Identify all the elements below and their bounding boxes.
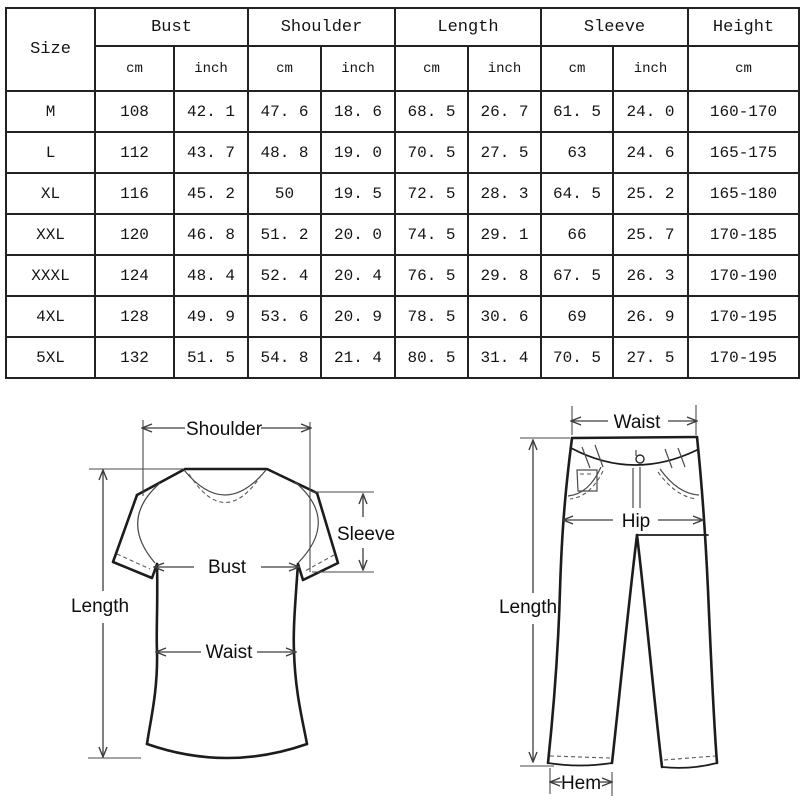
value-cell: 45. 2 <box>174 173 248 214</box>
unit-cell: cm <box>248 46 321 91</box>
tshirt-diagram <box>71 419 395 758</box>
value-cell: 170-185 <box>688 214 799 255</box>
value-cell: 42. 1 <box>174 91 248 132</box>
unit-cell: cm <box>688 46 799 91</box>
value-cell: 20. 9 <box>321 296 395 337</box>
value-cell: 74. 5 <box>395 214 468 255</box>
value-cell: 70. 5 <box>395 132 468 173</box>
value-cell: 20. 0 <box>321 214 395 255</box>
unit-cell: cm <box>395 46 468 91</box>
value-cell: 70. 5 <box>541 337 613 378</box>
value-cell: 76. 5 <box>395 255 468 296</box>
table-row <box>6 255 799 296</box>
header-cell-shoulder: Shoulder <box>248 8 395 46</box>
pants-outline <box>572 437 697 438</box>
value-cell: 120 <box>95 214 174 255</box>
value-cell: 52. 4 <box>248 255 321 296</box>
tshirt-measure-group <box>88 420 374 758</box>
unit-cell: cm <box>541 46 613 91</box>
value-cell: 29. 1 <box>468 214 541 255</box>
size-cell: XL <box>6 173 95 214</box>
shirt-length-label: Length <box>70 596 130 617</box>
value-cell: 67. 5 <box>541 255 613 296</box>
shirt-sleeve-label: Sleeve <box>336 524 396 545</box>
value-cell: 26. 7 <box>468 91 541 132</box>
header-cell-length: Length <box>395 8 541 46</box>
value-cell: 132 <box>95 337 174 378</box>
value-cell: 108 <box>95 91 174 132</box>
header-cell-bust: Bust <box>95 8 248 46</box>
value-cell: 24. 6 <box>613 132 688 173</box>
unit-cell: inch <box>174 46 248 91</box>
value-cell: 43. 7 <box>174 132 248 173</box>
table-row <box>6 173 799 214</box>
tshirt-armhole-right <box>295 482 318 563</box>
value-cell: 51. 2 <box>248 214 321 255</box>
value-cell: 63 <box>541 132 613 173</box>
value-cell: 116 <box>95 173 174 214</box>
value-cell: 170-195 <box>688 337 799 378</box>
size-cell: M <box>6 91 95 132</box>
pants-waist-label: Waist <box>613 412 661 433</box>
value-cell: 124 <box>95 255 174 296</box>
value-cell: 20. 4 <box>321 255 395 296</box>
value-cell: 28. 3 <box>468 173 541 214</box>
shirt-waist-label: Waist <box>205 642 253 663</box>
pants-pocket-left <box>568 467 601 496</box>
value-cell: 27. 5 <box>468 132 541 173</box>
value-cell: 72. 5 <box>395 173 468 214</box>
size-cell: 4XL <box>6 296 95 337</box>
shirt-bust-label: Bust <box>207 557 247 578</box>
value-cell: 48. 8 <box>248 132 321 173</box>
value-cell: 165-175 <box>688 132 799 173</box>
tshirt-neckline <box>184 470 266 495</box>
value-cell: 51. 5 <box>174 337 248 378</box>
tshirt-outline <box>137 469 317 495</box>
pants-diagram <box>499 405 717 796</box>
value-cell: 80. 5 <box>395 337 468 378</box>
value-cell: 24. 0 <box>613 91 688 132</box>
tshirt-armhole-left <box>138 483 160 563</box>
size-chart-table <box>5 7 800 379</box>
value-cell: 61. 5 <box>541 91 613 132</box>
value-cell: 21. 4 <box>321 337 395 378</box>
value-cell: 66 <box>541 214 613 255</box>
unit-cell: cm <box>95 46 174 91</box>
table-row <box>6 91 799 132</box>
value-cell: 30. 6 <box>468 296 541 337</box>
pants-outline-group <box>548 437 717 768</box>
value-cell: 19. 5 <box>321 173 395 214</box>
value-cell: 47. 6 <box>248 91 321 132</box>
value-cell: 68. 5 <box>395 91 468 132</box>
value-cell: 25. 7 <box>613 214 688 255</box>
unit-cell: inch <box>468 46 541 91</box>
value-cell: 29. 8 <box>468 255 541 296</box>
pants-length-label: Length <box>498 597 558 618</box>
value-cell: 54. 8 <box>248 337 321 378</box>
value-cell: 170-190 <box>688 255 799 296</box>
unit-cell: inch <box>321 46 395 91</box>
value-cell: 48. 4 <box>174 255 248 296</box>
size-cell: XXL <box>6 214 95 255</box>
table-row <box>6 337 799 378</box>
units-row <box>6 46 799 91</box>
table-row <box>6 296 799 337</box>
tshirt-outline-group <box>113 469 338 758</box>
value-cell: 112 <box>95 132 174 173</box>
pants-hip-label: Hip <box>621 511 651 532</box>
size-cell: 5XL <box>6 337 95 378</box>
value-cell: 64. 5 <box>541 173 613 214</box>
value-cell: 18. 6 <box>321 91 395 132</box>
value-cell: 170-195 <box>688 296 799 337</box>
value-cell: 26. 9 <box>613 296 688 337</box>
pants-button <box>636 455 644 463</box>
value-cell: 160-170 <box>688 91 799 132</box>
pants-pocket-right <box>660 469 699 495</box>
value-cell: 69 <box>541 296 613 337</box>
value-cell: 46. 8 <box>174 214 248 255</box>
measurement-diagrams <box>0 380 800 800</box>
value-cell: 31. 4 <box>468 337 541 378</box>
table-row <box>6 214 799 255</box>
value-cell: 165-180 <box>688 173 799 214</box>
size-cell: XXXL <box>6 255 95 296</box>
value-cell: 19. 0 <box>321 132 395 173</box>
header-cell-sleeve: Sleeve <box>541 8 688 46</box>
size-cell: L <box>6 132 95 173</box>
value-cell: 49. 9 <box>174 296 248 337</box>
value-cell: 26. 3 <box>613 255 688 296</box>
value-cell: 78. 5 <box>395 296 468 337</box>
header-row <box>6 8 799 46</box>
value-cell: 50 <box>248 173 321 214</box>
value-cell: 53. 6 <box>248 296 321 337</box>
pants-hem-label: Hem <box>560 773 602 794</box>
value-cell: 128 <box>95 296 174 337</box>
value-cell: 25. 2 <box>613 173 688 214</box>
shirt-shoulder-label: Shoulder <box>185 419 263 440</box>
header-cell-height: Height <box>688 8 799 46</box>
value-cell: 27. 5 <box>613 337 688 378</box>
table-row <box>6 132 799 173</box>
unit-cell: inch <box>613 46 688 91</box>
header-cell-size: Size <box>6 8 95 91</box>
